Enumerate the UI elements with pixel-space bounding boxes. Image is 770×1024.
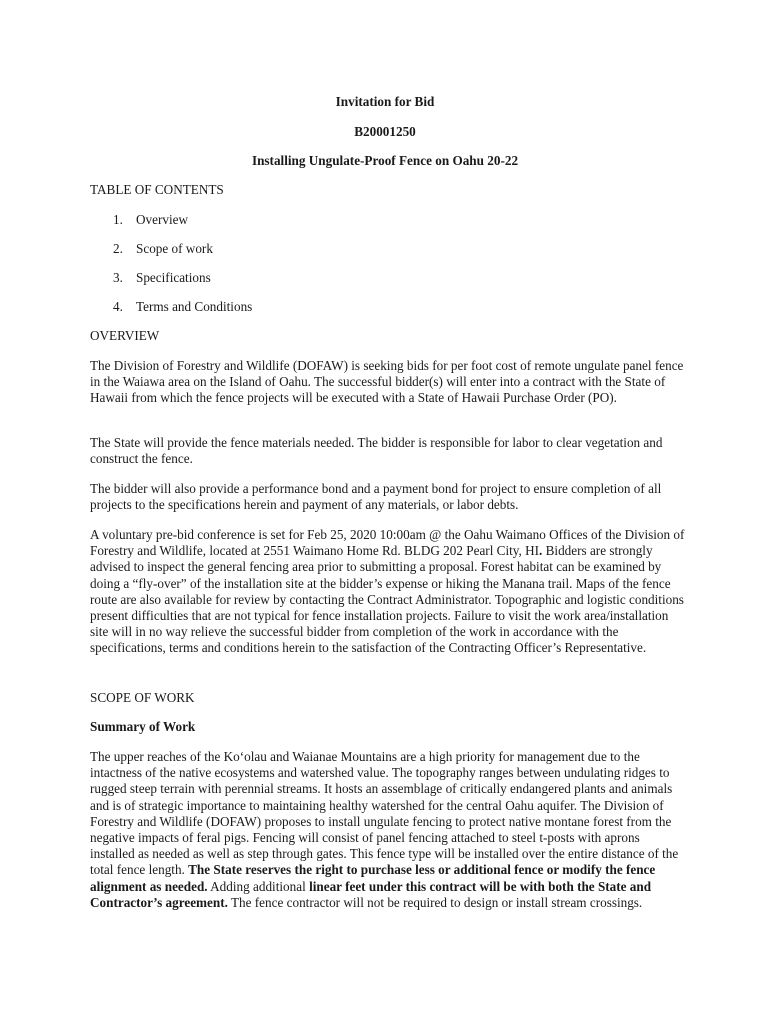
summary-paragraph — [90, 749, 685, 911]
bid-number: B20001250 — [354, 124, 416, 139]
document-title: Invitation for Bid — [335, 94, 435, 109]
toc-item-specifications — [113, 270, 211, 286]
toc-item-terms — [113, 299, 252, 315]
toc-item-scope — [113, 241, 213, 257]
summary-text-2: Adding additional — [207, 878, 310, 894]
toc-heading: TABLE OF CONTENTS — [90, 182, 224, 197]
summary-text-3: The fence contractor will not be required to design or install stream crossings. — [227, 894, 643, 910]
document-subtitle: Installing Ungulate-Proof Fence on Oahu 20-22 — [251, 153, 519, 168]
prebid-conference-text: A voluntary pre-bid conference is set for Feb 25, 2020 10:00am @ the Oahu Waimano Offices of the Division of Forestry and Wildlife, located at 2551 Waimano Home Rd. BLDG 202 Pearl City, HI — [90, 527, 685, 559]
bold-period: . — [539, 543, 546, 559]
toc-item-number: 4. — [113, 299, 123, 314]
toc-item-overview — [113, 212, 188, 228]
state-rights-text: The State reserves the right to purchase less or additional fence or modify the fence alignment as needed. — [90, 862, 656, 894]
toc-item-number: 1. — [113, 212, 123, 227]
overview-paragraph-3: The bidder will also provide a performance bond and a payment bond for project to ensure completion of all projects to the specifications herein and payment of any materials, or labor debts. — [90, 481, 662, 513]
toc-item-label: Overview — [136, 212, 188, 227]
toc-item-label: Specifications — [136, 270, 211, 285]
overview-paragraph-1: The Division of Forestry and Wildlife (DOFAW) is seeking bids for per foot cost of remote ungulate panel fence in the Waiawa area on the Island of Oahu. The successful bidder(s) will enter into a contract with the State of Hawaii from which the fence projects will be executed with a State of Hawaii Purchase Order (PO). — [90, 358, 684, 406]
overview-paragraph-4 — [90, 527, 685, 657]
site-inspection-text: Bidders are strongly advised to inspect the general fencing area prior to submitting a proposal. Forest habitat can be examined by doing a “fly-over” of the installation site at the bidder’s expense or hiking the Manana trail. Maps of the fence route are also available for review by contacting the Contract Administrator. Topographic and logistic conditions present difficulties that are not typical for fence installation projects. Failure to visit the work area/installation site will in no way relieve the successful bidder from completion of the work in accordance with the specifications, terms and conditions herein to the satisfaction of the Contracting Officer’s Representative. — [90, 543, 684, 656]
toc-item-label: Scope of work — [136, 241, 213, 256]
scope-heading: SCOPE OF WORK — [90, 690, 195, 705]
agreement-text: linear feet under this contract will be with both the State and Contractor’s agreement. — [90, 878, 652, 910]
summary-of-work-heading: Summary of Work — [90, 719, 196, 734]
summary-text-1: The upper reaches of the Koʻolau and Waianae Mountains are a high priority for management due to the intactness of the native ecosystems and watershed value. The topography ranges between undulating ridges to rugged steep terrain with perennial streams. It hosts an assemblage of critically endangered plants and animals and is of strategic importance to maintaining healthy watershed for the central Oahu aquifer. The Division of Forestry and Wildlife (DOFAW) proposes to install ungulate fencing to protect native montane forest from the negative impacts of feral pigs. Fencing will consist of panel fencing attached to steel t-posts with aprons installed as needed as well as step through gates. This fence type will be installed over the entire distance of the total fence length. — [90, 749, 679, 878]
overview-paragraph-2: The State will provide the fence materials needed. The bidder is responsible for labor to clear vegetation and construct the fence. — [90, 435, 663, 467]
toc-item-number: 2. — [113, 241, 123, 256]
overview-heading: OVERVIEW — [90, 328, 160, 343]
toc-item-number: 3. — [113, 270, 123, 285]
toc-item-label: Terms and Conditions — [136, 299, 253, 314]
